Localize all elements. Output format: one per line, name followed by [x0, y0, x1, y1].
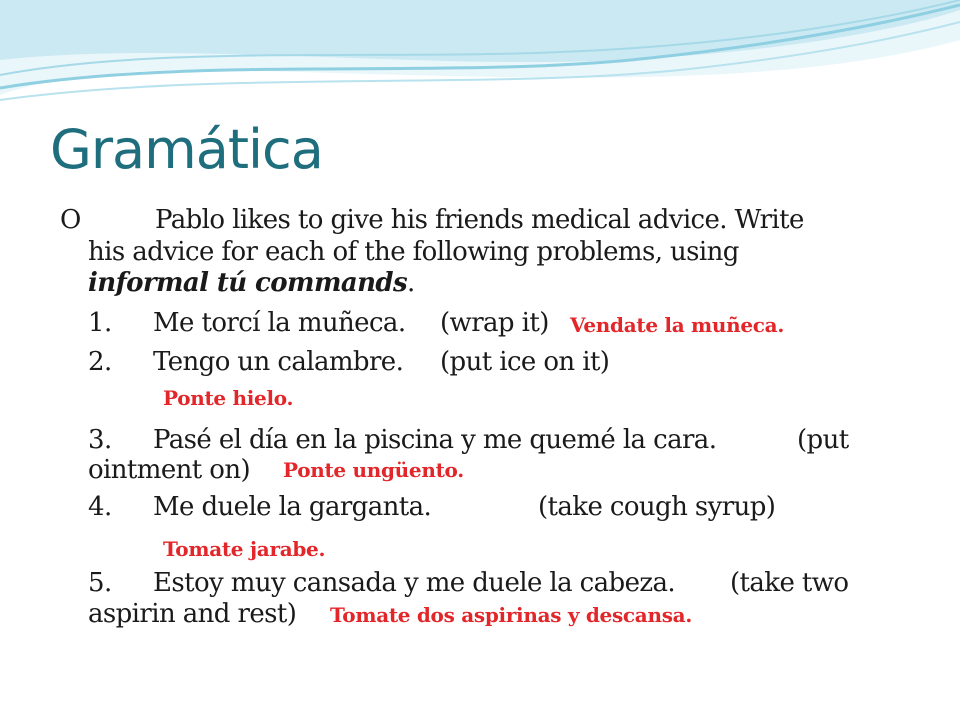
item-hint-3b: ointment on): [88, 455, 251, 485]
item-number: 1.: [88, 308, 112, 338]
answer-3: Ponte ungüento.: [283, 458, 464, 482]
item-number: 3.: [88, 425, 112, 455]
item-hint-4: (take cough syrup): [538, 492, 776, 522]
intro-line-2: his advice for each of the following problems, using: [88, 237, 739, 267]
intro-end: .: [407, 268, 415, 298]
intro-line-3: [88, 268, 415, 298]
item-text: Me duele la garganta.: [153, 492, 432, 522]
bullet-marker: O: [60, 205, 81, 235]
answer-5: Tomate dos aspirinas y descansa.: [330, 603, 692, 627]
list-item-2: [88, 347, 403, 377]
item-text: Tengo un calambre.: [153, 347, 404, 377]
list-item-4: [88, 492, 431, 522]
item-number: 2.: [88, 347, 112, 377]
header-wave-decoration: [0, 0, 960, 130]
item-hint-5b: aspirin and rest): [88, 599, 297, 629]
item-hint-2: (put ice on it): [440, 347, 610, 377]
item-text: Estoy muy cansada y me duele la cabeza.: [153, 568, 676, 598]
intro-emphasis: informal tú commands: [88, 268, 408, 298]
list-item-3: [88, 425, 716, 455]
item-number: 5.: [88, 568, 112, 598]
item-text: Me torcí la muñeca.: [153, 308, 406, 338]
item-hint-3a: (put: [797, 425, 849, 455]
item-number: 4.: [88, 492, 112, 522]
item-hint-1: (wrap it): [440, 308, 549, 338]
slide-title: Gramática: [50, 118, 323, 181]
answer-1: Vendate la muñeca.: [570, 313, 785, 337]
list-item-1: [88, 308, 406, 338]
answer-4: Tomate jarabe.: [163, 537, 326, 561]
intro-line-1: Pablo likes to give his friends medical advice. Write: [155, 205, 804, 235]
list-item-5: [88, 568, 675, 598]
answer-2: Ponte hielo.: [163, 386, 294, 410]
item-hint-5a: (take two: [730, 568, 849, 598]
item-text: Pasé el día en la piscina y me quemé la cara.: [153, 425, 717, 455]
